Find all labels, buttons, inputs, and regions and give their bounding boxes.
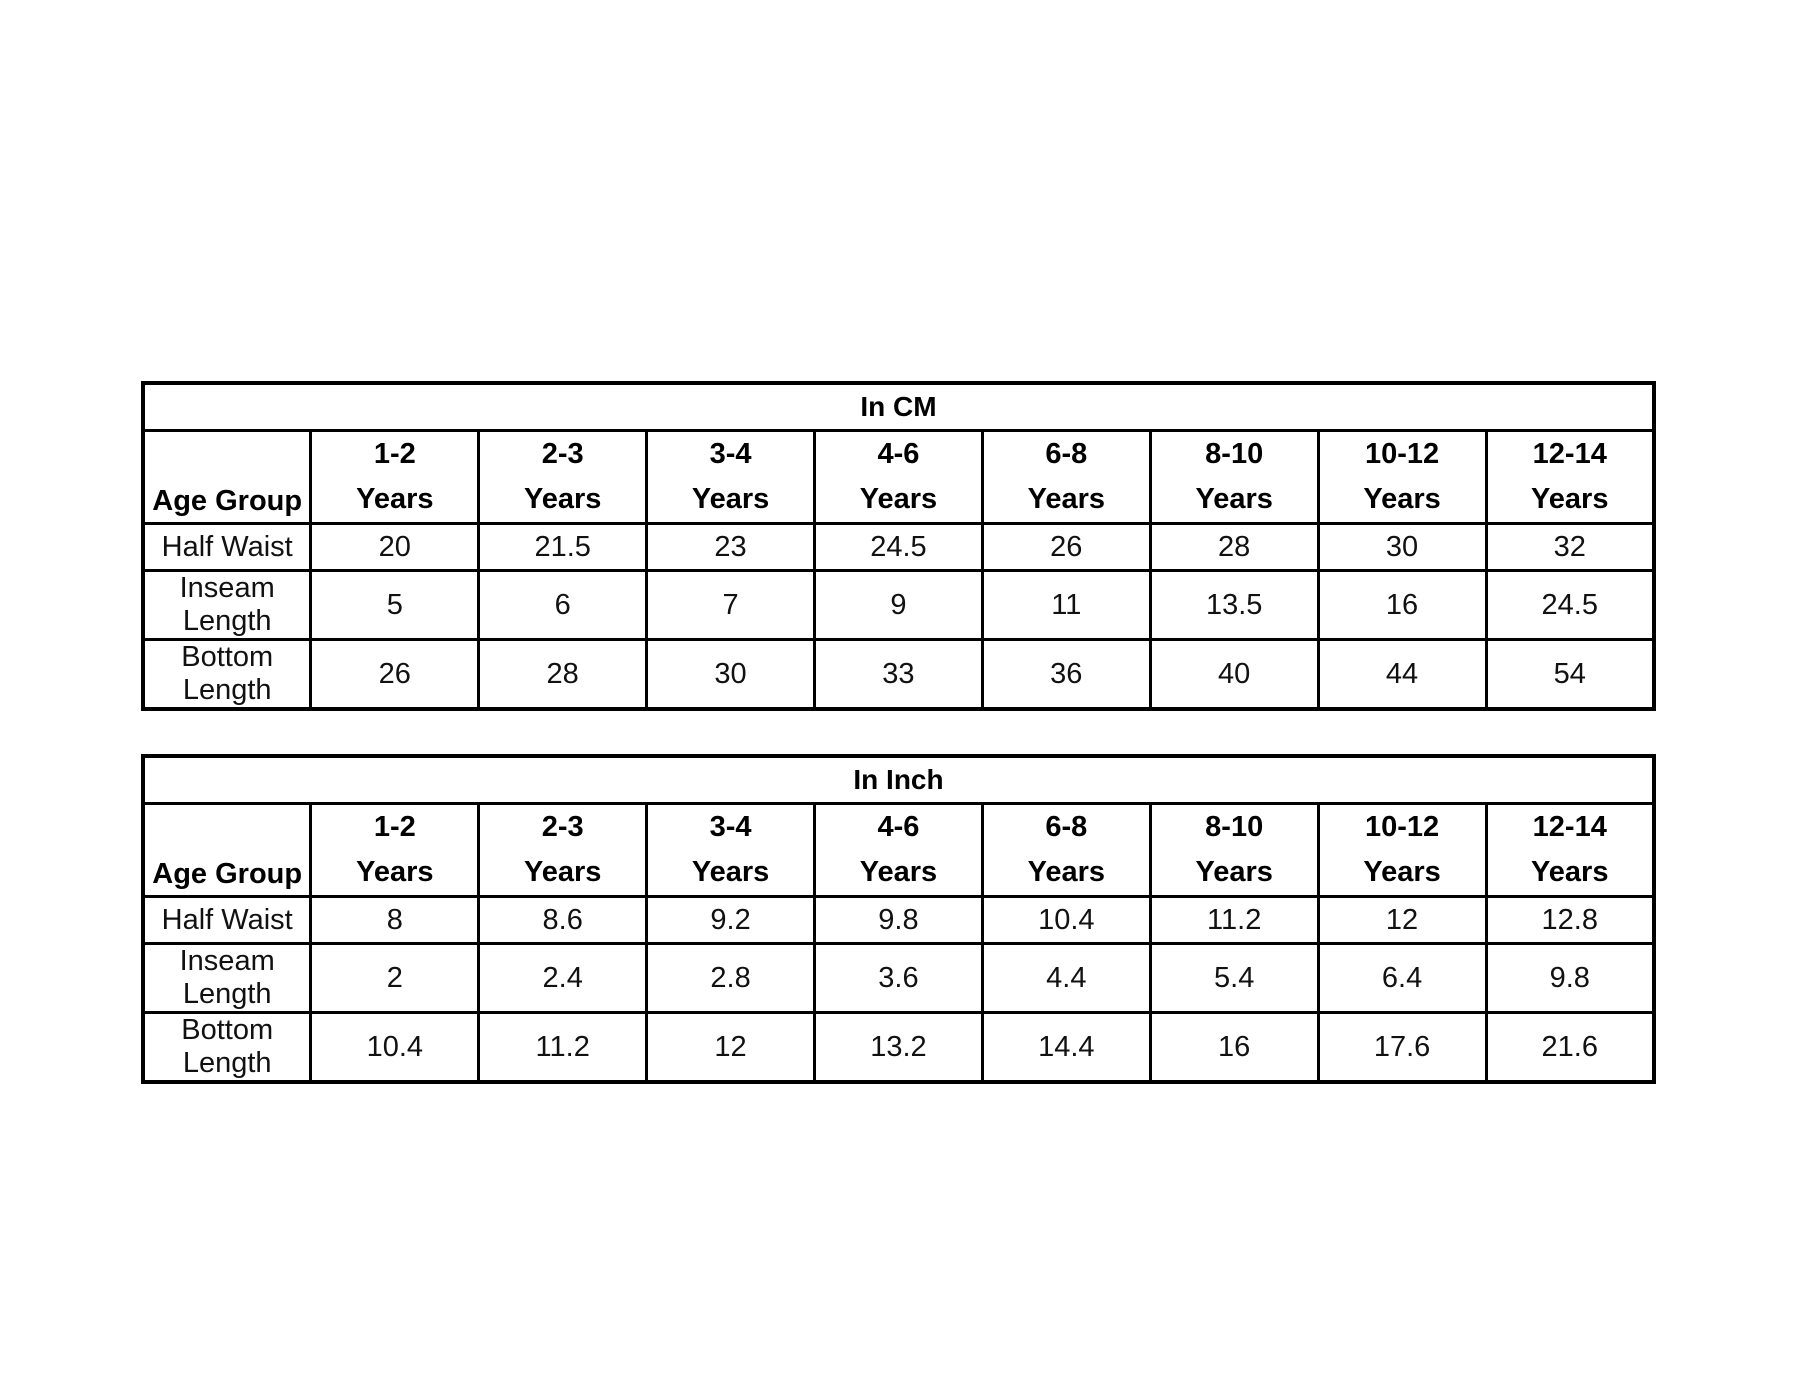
- age-unit-label: Years: [859, 856, 938, 888]
- age-column-header: [647, 804, 815, 897]
- table-cell: 5.4: [1150, 944, 1318, 1013]
- table-cell: 6.4: [1318, 944, 1486, 1013]
- age-unit-label: Years: [356, 856, 434, 888]
- age-column-header: [479, 431, 647, 524]
- age-column-header: [311, 804, 479, 897]
- table-cell: 24.5: [1486, 571, 1654, 640]
- age-range-label: 3-4: [709, 811, 752, 843]
- table-row: [143, 897, 1654, 944]
- age-column-header: [311, 431, 479, 524]
- age-unit-label: Years: [691, 856, 770, 888]
- table-cell: 20: [311, 524, 479, 571]
- age-column-header: [1318, 431, 1486, 524]
- table-cell: 32: [1486, 524, 1654, 571]
- table-cell: 8.6: [479, 897, 647, 944]
- age-range-label: 2-3: [541, 811, 584, 843]
- table-cell: 9.2: [647, 897, 815, 944]
- table-cell: 11: [982, 571, 1150, 640]
- age-column-header: [815, 431, 983, 524]
- column-header-row: [143, 804, 1654, 897]
- age-unit-label: Years: [356, 483, 434, 515]
- row-label: Half Waist: [143, 524, 311, 571]
- table-cell: 6: [479, 571, 647, 640]
- age-column-header: [982, 431, 1150, 524]
- age-column-header: [1150, 431, 1318, 524]
- age-unit-label: Years: [1195, 483, 1273, 515]
- age-range-label: 1-2: [373, 811, 416, 843]
- table-title: In Inch: [143, 756, 1654, 804]
- age-range-label: 10-12: [1364, 811, 1440, 843]
- table-cell: 26: [982, 524, 1150, 571]
- age-unit-label: Years: [1531, 856, 1609, 888]
- size-table-inch: [141, 754, 1656, 1084]
- age-column-header: [1486, 431, 1654, 524]
- table-cell: 12: [647, 1013, 815, 1083]
- table-cell: 11.2: [479, 1013, 647, 1083]
- column-header-row: [143, 431, 1654, 524]
- table-cell: 3.6: [815, 944, 983, 1013]
- age-range-label: 10-12: [1364, 438, 1440, 470]
- age-range-label: 12-14: [1532, 438, 1607, 470]
- table-row: [143, 640, 1654, 710]
- row-label: Bottom Length: [143, 640, 311, 710]
- table-row: [143, 571, 1654, 640]
- table-cell: 30: [647, 640, 815, 710]
- table-title-row: [143, 756, 1654, 804]
- age-unit-label: Years: [523, 856, 602, 888]
- table-cell: 21.5: [479, 524, 647, 571]
- table-cell: 7: [647, 571, 815, 640]
- row-label: Bottom Length: [143, 1013, 311, 1083]
- table-cell: 16: [1318, 571, 1486, 640]
- table-cell: 16: [1150, 1013, 1318, 1083]
- table-cell: 9.8: [815, 897, 983, 944]
- table-cell: 54: [1486, 640, 1654, 710]
- table-cell: 36: [982, 640, 1150, 710]
- age-unit-label: Years: [1363, 483, 1441, 515]
- row-label: Half Waist: [143, 897, 311, 944]
- table-cell: 24.5: [815, 524, 983, 571]
- age-column-header: [1318, 804, 1486, 897]
- age-range-label: 12-14: [1532, 811, 1607, 843]
- table-cell: 2: [311, 944, 479, 1013]
- age-column-header: [479, 804, 647, 897]
- table-cell: 44: [1318, 640, 1486, 710]
- age-column-header: [1150, 804, 1318, 897]
- age-unit-label: Years: [1027, 483, 1106, 515]
- table-cell: 12.8: [1486, 897, 1654, 944]
- age-range-label: 4-6: [877, 438, 920, 470]
- age-range-label: 6-8: [1045, 438, 1088, 470]
- age-range-label: 6-8: [1045, 811, 1088, 843]
- age-column-header: [815, 804, 983, 897]
- age-column-header: [647, 431, 815, 524]
- table-row: [143, 1013, 1654, 1083]
- age-range-label: 3-4: [709, 438, 752, 470]
- table-row: [143, 524, 1654, 571]
- table-cell: 33: [815, 640, 983, 710]
- table-cell: 40: [1150, 640, 1318, 710]
- age-unit-label: Years: [691, 483, 770, 515]
- table-cell: 21.6: [1486, 1013, 1654, 1083]
- table-cell: 9.8: [1486, 944, 1654, 1013]
- table-cell: 28: [479, 640, 647, 710]
- table-cell: 11.2: [1150, 897, 1318, 944]
- age-unit-label: Years: [523, 483, 602, 515]
- age-unit-label: Years: [1363, 856, 1441, 888]
- row-label: Inseam Length: [143, 571, 311, 640]
- table-cell: 28: [1150, 524, 1318, 571]
- age-unit-label: Years: [1531, 483, 1609, 515]
- table-cell: 10.4: [311, 1013, 479, 1083]
- age-column-header: [1486, 804, 1654, 897]
- table-cell: 5: [311, 571, 479, 640]
- age-unit-label: Years: [1195, 856, 1273, 888]
- table-cell: 13.2: [815, 1013, 983, 1083]
- table-cell: 30: [1318, 524, 1486, 571]
- table-cell: 17.6: [1318, 1013, 1486, 1083]
- table-title: In CM: [143, 383, 1654, 431]
- age-range-label: 8-10: [1205, 811, 1264, 843]
- table-cell: 2.4: [479, 944, 647, 1013]
- age-unit-label: Years: [1027, 856, 1106, 888]
- age-group-header: Age Group: [143, 431, 311, 524]
- size-table-cm: [141, 381, 1656, 711]
- age-range-label: 8-10: [1205, 438, 1264, 470]
- table-cell: 14.4: [982, 1013, 1150, 1083]
- table-title-row: [143, 383, 1654, 431]
- age-unit-label: Years: [859, 483, 938, 515]
- age-range-label: 4-6: [877, 811, 920, 843]
- age-group-header: Age Group: [143, 804, 311, 897]
- row-label: Inseam Length: [143, 944, 311, 1013]
- table-cell: 10.4: [982, 897, 1150, 944]
- age-range-label: 2-3: [541, 438, 584, 470]
- table-cell: 23: [647, 524, 815, 571]
- table-cell: 12: [1318, 897, 1486, 944]
- table-cell: 9: [815, 571, 983, 640]
- table-cell: 8: [311, 897, 479, 944]
- table-cell: 2.8: [647, 944, 815, 1013]
- age-column-header: [982, 804, 1150, 897]
- table-cell: 26: [311, 640, 479, 710]
- age-range-label: 1-2: [373, 438, 416, 470]
- table-cell: 4.4: [982, 944, 1150, 1013]
- table-row: [143, 944, 1654, 1013]
- table-cell: 13.5: [1150, 571, 1318, 640]
